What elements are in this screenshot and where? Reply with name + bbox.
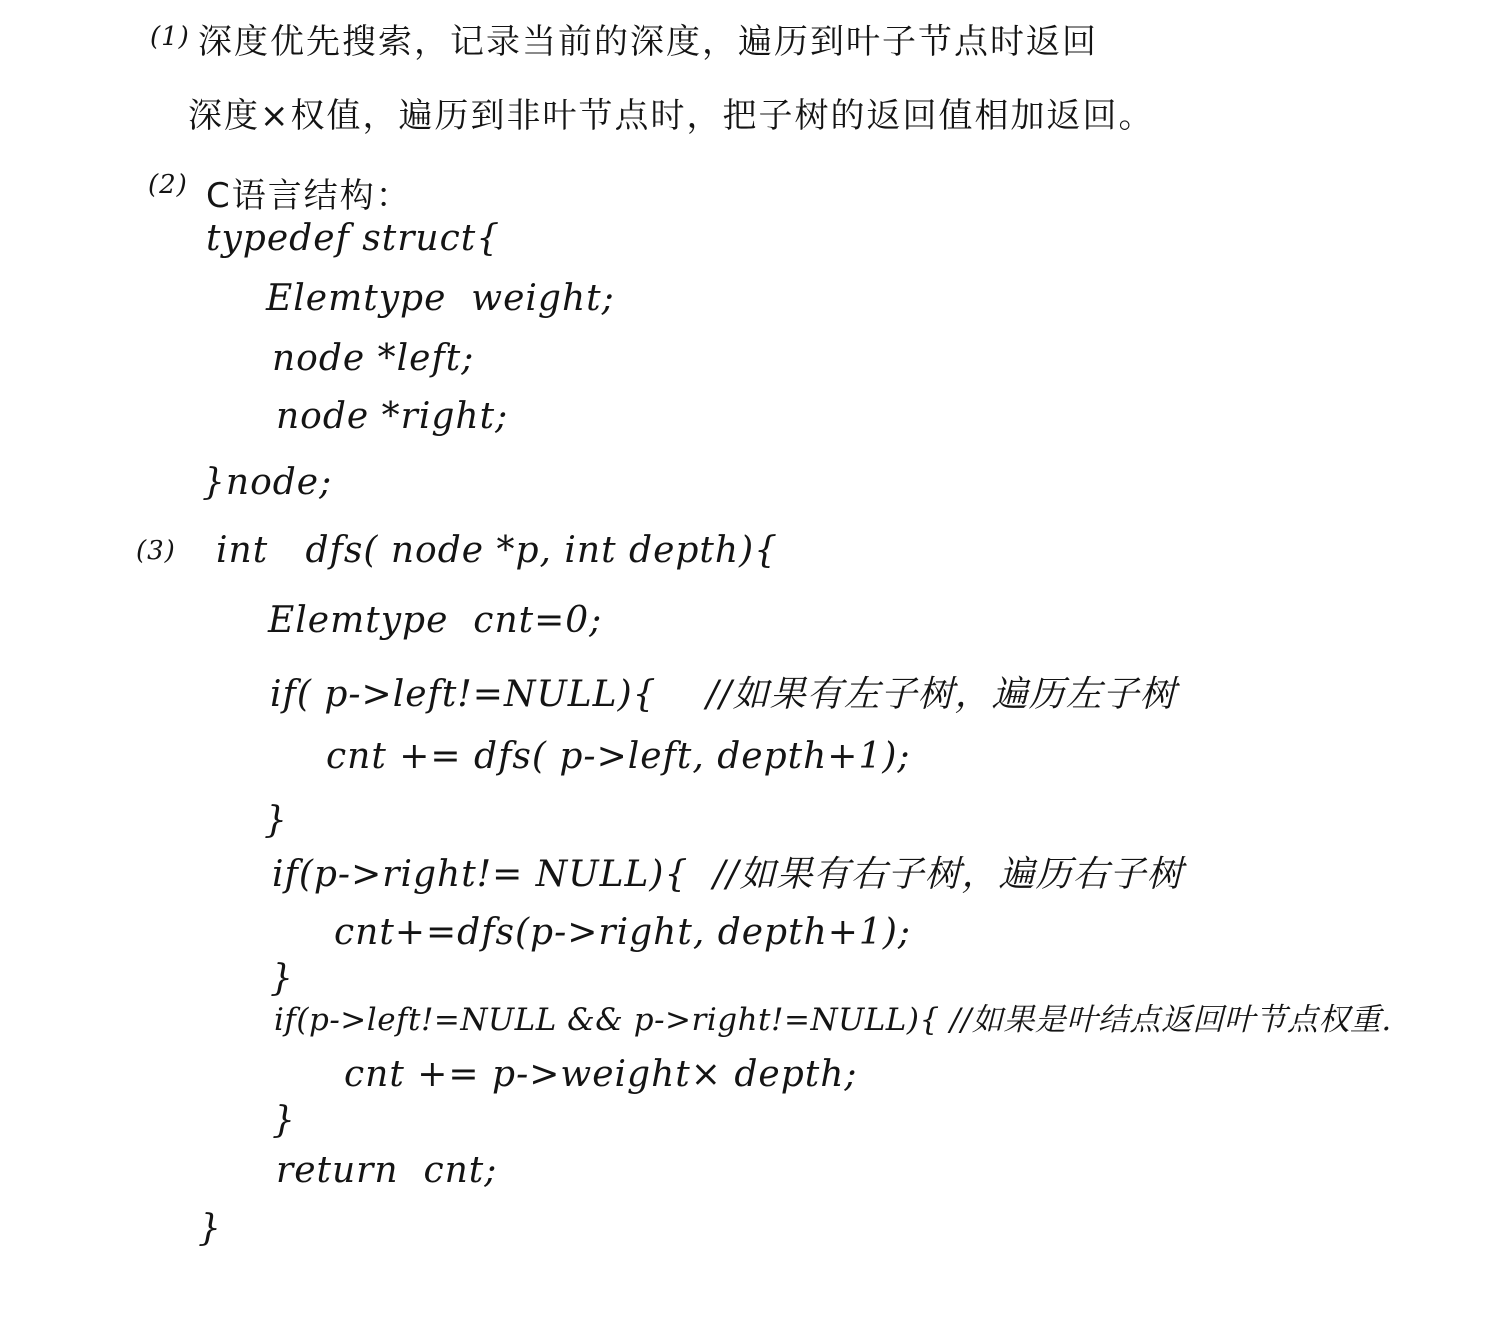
section-1-number: (1) [150,22,190,52]
struct-line-left: node *left; [272,338,475,379]
code-line-dfs-right: cnt+=dfs(p->right, depth+1); [334,912,911,953]
code-line-cnt-init: Elemtype cnt=0; [268,600,603,641]
struct-line-close: }node; [202,462,333,503]
code-line-close-leaf: } [272,1100,296,1141]
code-line-return: return cnt; [276,1150,498,1191]
section-2-heading: C语言结构： [206,176,412,216]
struct-line-typedef: typedef struct{ [206,218,501,259]
code-line-if-right: if(p->right!= NULL){ //如果有右子树，遍历右子树 [272,854,1184,895]
code-line-close-right: } [270,958,294,999]
code-line-cnt-weight: cnt += p->weight× depth; [344,1054,858,1095]
section-2-number: (2) [148,170,188,200]
code-line-if-left: if( p->left!=NULL){ //如果有左子树，遍历左子树 [270,674,1177,715]
code-line-signature: int dfs( node *p, int depth){ [216,530,779,571]
struct-line-right: node *right; [276,396,509,437]
section-3-number: (3) [136,536,176,566]
code-line-close-left: } [264,800,288,841]
code-line-dfs-left: cnt += dfs( p->left, depth+1); [326,736,911,777]
struct-line-weight: Elemtype weight; [266,278,615,319]
code-line-close-function: } [198,1208,222,1249]
code-line-if-leaf: if(p->left!=NULL && p->right!=NULL){ //如果是叶结点返回叶节点权重. [274,1002,1392,1038]
section-1-line-1: 深度优先搜索，记录当前的深度，遍历到叶子节点时返回 [198,22,1098,62]
section-1-line-2: 深度×权值，遍历到非叶节点时，把子树的返回值相加返回。 [188,96,1155,136]
